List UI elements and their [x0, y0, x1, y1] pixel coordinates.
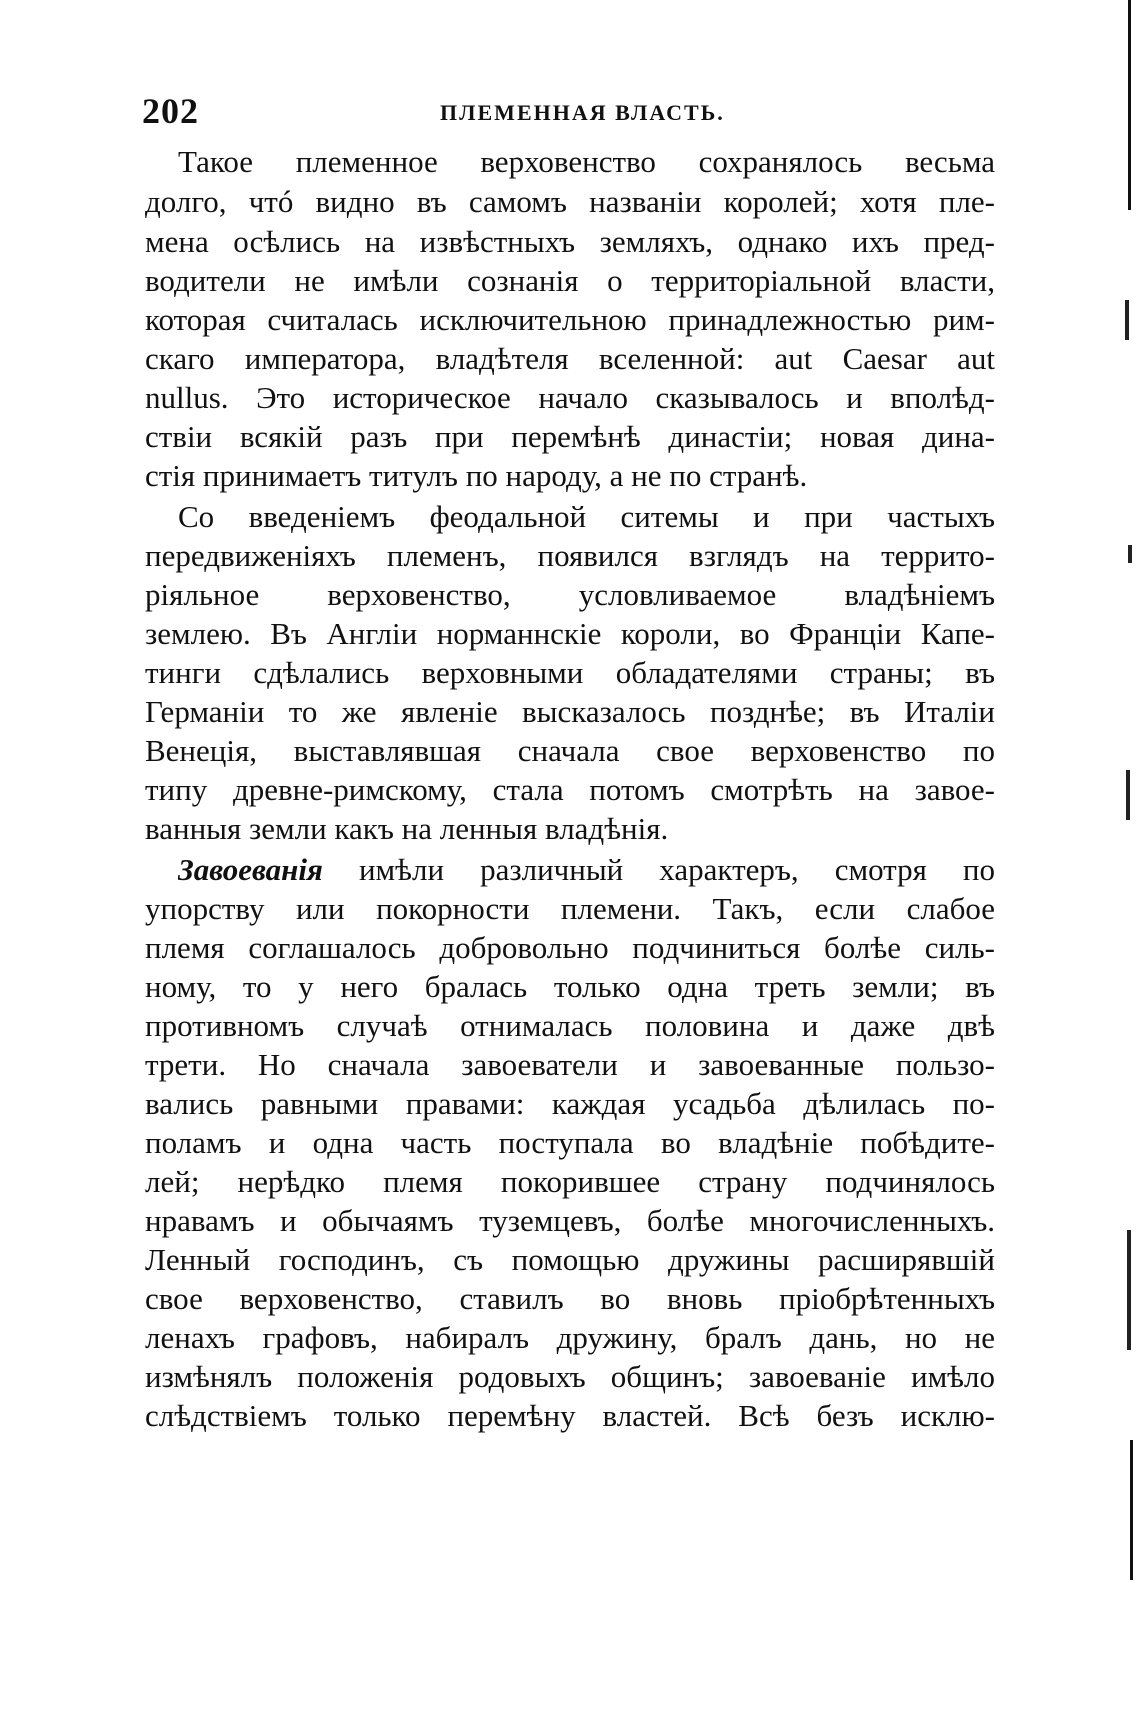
text-line: Со введеніемъ феодальной ситемы и при частыхъ — [178, 499, 995, 534]
text-run: имѣли различный характеръ, смотря по — [322, 852, 995, 887]
text-line: nullus. Это историческое начало сказывалось и вполѣд- — [145, 380, 995, 415]
scan-edge-mark — [1125, 300, 1129, 340]
text-line: долго, чтó видно въ самомъ названіи королей; хотя пле- — [145, 184, 995, 219]
text-line: трети. Но сначала завоеватели и завоеванные пользо- — [145, 1047, 995, 1082]
text-line: ванныя земли какъ на ленныя владѣнія. — [145, 811, 669, 846]
text-line: Такое племенное верховенство сохранялось весьма — [178, 144, 995, 179]
text-line: Германіи то же явленіе высказалось позднѣе; въ Италіи — [145, 694, 995, 729]
scan-edge-line — [1128, 0, 1131, 210]
scan-edge-line — [1130, 1440, 1133, 1580]
text-line: нравамъ и обычаямъ туземцевъ, болѣе многочисленныхъ. — [145, 1203, 995, 1238]
text-line: поламъ и одна часть поступала во владѣніе побѣдите- — [145, 1125, 995, 1160]
italic-word: Завоеванія — [178, 852, 323, 887]
text-line: стія принимаетъ титулъ по народу, а не по странѣ. — [145, 458, 808, 493]
text-line: передвиженіяхъ племенъ, появился взглядъ на террито- — [145, 538, 995, 573]
text-line: Ленный господинъ, съ помощью дружины расширявшій — [145, 1242, 995, 1277]
text-line: которая считалась исключительною принадлежностью рим- — [145, 302, 995, 337]
text-line: Венеція, выставлявшая сначала свое верховенство по — [145, 733, 995, 768]
text-line: ріяльное верховенство, условливаемое владѣніемъ — [145, 577, 995, 612]
text-line: ному, то у него бралась только одна треть земли; въ — [145, 969, 995, 1004]
text-line: типу древне-римскому, стала потомъ смотрѣть на завое- — [145, 772, 995, 807]
text-line: скаго императора, владѣтеля вселенной: aut Caesar aut — [145, 341, 995, 376]
text-line: ствіи всякій разъ при перемѣнѣ династіи; новая дина- — [145, 419, 995, 454]
page-number: 202 — [142, 91, 199, 131]
text-line: водители не имѣли сознанія о территоріальной власти, — [145, 263, 995, 298]
text-line: свое верховенство, ставилъ во вновь пріобрѣтенныхъ — [145, 1281, 995, 1316]
text-line: противномъ случаѣ отнималась половина и даже двѣ — [145, 1008, 995, 1043]
text-line: мена осѣлись на извѣстныхъ земляхъ, однако ихъ пред- — [145, 224, 995, 259]
scan-edge-mark — [1128, 545, 1132, 563]
text-line: тинги сдѣлались верховными обладателями страны; въ — [145, 655, 995, 690]
text-line: слѣдствіемъ только перемѣну властей. Всѣ безъ исклю- — [145, 1398, 995, 1433]
scan-edge-mark — [1126, 770, 1130, 820]
text-line: племя соглашалось добровольно подчиниться болѣе силь- — [145, 930, 995, 965]
scan-edge-mark — [1127, 1230, 1131, 1350]
text-line: вались равными правами: каждая усадьба дѣлилась по- — [145, 1086, 995, 1121]
text-line: лей; нерѣдко племя покорившее страну подчинялось — [145, 1164, 995, 1199]
text-line-first — [178, 850, 995, 890]
running-title: ПЛЕМЕННАЯ ВЛАСТЬ. — [440, 100, 725, 125]
text-line: упорству или покорности племени. Такъ, если слабое — [145, 891, 995, 926]
text-line: измѣнялъ положенія родовыхъ общинъ; завоеваніе имѣло — [145, 1359, 995, 1394]
text-line: ленахъ графовъ, набиралъ дружину, бралъ дань, но не — [145, 1320, 995, 1355]
text-line: землею. Въ Англіи норманнскіе короли, во Франціи Капе- — [145, 616, 995, 651]
